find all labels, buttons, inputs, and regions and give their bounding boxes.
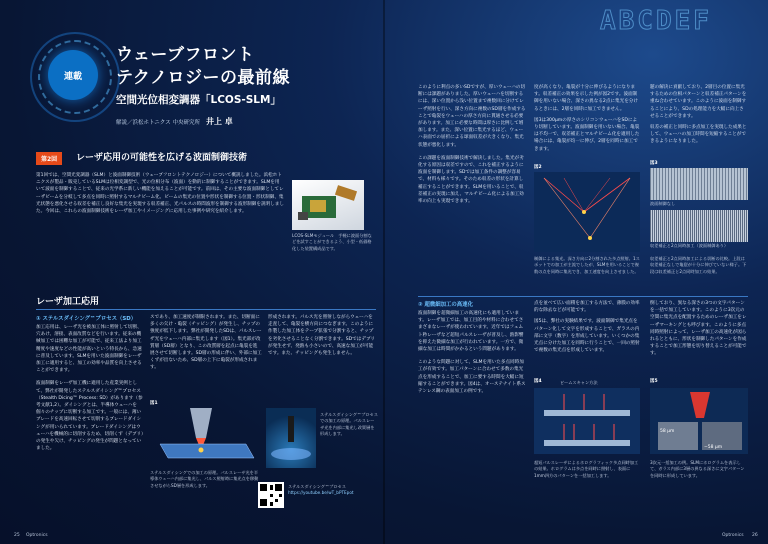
- lcos-slm-photo: [292, 180, 364, 230]
- fig1-caption2-text: ステルスダイシング™プロセスでの加工の原理。パルスレーザ光を内部に集光し改質層を形成します。: [320, 412, 378, 437]
- author-name: 井上 卓: [205, 117, 233, 126]
- fig5-dim-lower: −58 μm: [704, 445, 723, 450]
- fig3-without-control-image: [650, 168, 748, 200]
- col3-text: 形成されます。パルス光を照射しながらウェーハを走査して、亀裂を横方向につなぎます。このように作製した加工体をテープ拡張で分割すると、チップを劣化させることなく分割できます。SDではデブリが発生せず、発熱も小さいので、高速な加工が可能です。また、チッピングも発生しません。: [268, 315, 375, 357]
- right-column-6: [650, 300, 748, 372]
- heading-laser-processing: レーザ加工応用: [36, 297, 100, 307]
- fig5-caption-text: 3次元一括加工の例。SLMにホログラムを表示して、ガラス内部に3層の異なる深さに文字パターンを同時に形成しています。: [650, 460, 745, 478]
- intro-text: 第1回では、空間光変調器（SLM）と波面制御技術（ウェーブフロントテクノロジー）について概説しました。浜松ホトニクスが製品・販売しているSLMは位相変調型で、光の位相分布（波面）を動的に制御することができます。SLMを用いて波面を制御することで、従来の光学系に新しい機能を加えることが可能です。前回は、その主要な波面制御としてレーザビームを分岐して多点を同時に照射するマルチビーム化、ビームの集光の位置や形状を制御する位置・形状制御、集光状態を悪化させる収差を補正し良好な集光を実現する収差補正、光パルスの時間波形を制御する波形制御を説明しました。今回は、これらの波面制御技術をレーザ加工やイメージングに応用した事例や研究を紹介します。: [36, 173, 284, 215]
- fig5-3d-processing-diagram: [650, 388, 748, 454]
- fig3-label: 図3: [650, 161, 658, 166]
- right-column-1: [418, 84, 526, 294]
- right-col2-text: 度が高くなり、亀裂が十分に伸びるようになります。収差補正の効果を示した例が図2です。波面制御を用いない場合、深さの異なる2点に集光を分けるときには、2層を同時に加工できません。: [534, 85, 638, 112]
- subheading-stealth-dicing: ① ステルスダイシング™プロセス（SD）: [36, 316, 137, 322]
- video-qr-code[interactable]: [258, 482, 284, 508]
- fig3-caption: [650, 256, 748, 292]
- right-col2b-text: 図3は300μmの厚さのシリコンウェーハをSDにより切断しています。波面制御を用いない場合、亀裂は不均一で、収差補正とマルチビーム化を適用した場合には、亀裂が均一に伸び、2層を同時に加工できます。: [534, 117, 640, 152]
- video-url-link[interactable]: https://youtube.be/wT_bPTEpot: [288, 490, 354, 496]
- col2-text: スであり、加工速度が制限されます。また、切断面に多くの欠け・亀裂（チッピング）が発生し、チップの強度が低下します。弊社が開発したSDは、パルスレーザ光をウェーハ内部に集光します（図1）。集光部が改質層（SD層）となり、この改質層を起点に亀裂を進展させて切断します。SD層の形成に伴い、外部に加工くずが出ないため、SD層の上下に亀裂が形成されます。: [150, 315, 262, 371]
- section-tag: 第2回: [36, 152, 62, 165]
- video-caption-text: ステルスダイシング™プロセス: [288, 484, 346, 489]
- magazine-name-right: Optronics: [722, 533, 744, 538]
- series-badge: 連載: [48, 50, 98, 100]
- decorative-dot-letters: ABCDEF: [600, 6, 712, 36]
- col1-text: 加工応用は、レーザ光を被加工体に照射して切断、穴あけ、溶接、表面改質などを行います。従来の機械加工では困難な加工が可能で、従来工法より加工精度や速度などの性能が高いという特長から、急速に普及しています。SLMを用いた波面制御をレーザ加工に適用すると、加工の効率や品質を向上させることができます。: [36, 325, 142, 374]
- right-column-2: [534, 84, 640, 160]
- right-col5-text: 点を並べて広い面積を加工する方法で、薄膜の効率的な除去などが可能です。: [534, 301, 640, 314]
- author-affiliation: 解説／浜松ホトニクス 中央研究所: [116, 120, 200, 126]
- fig4-caption-text: 超短パルスレーザによるホログラフィック多点同時加工の結果。ホログラムは多点を同時に照射し、表面に1mm四方のパターンを一括加工します。: [534, 460, 639, 478]
- right-column-3: [650, 84, 748, 154]
- wafer-photo: [266, 408, 316, 468]
- fig5-label: 図5: [650, 379, 658, 384]
- fig1-stealth-dicing-diagram: [150, 408, 258, 466]
- fig2-caption: [534, 256, 640, 286]
- fig1-caption: [150, 470, 260, 510]
- fig4-sublabel: ビームスキャン方法: [560, 380, 598, 385]
- section-title: レーザ応用の可能性を広げる波面制御技術: [76, 153, 248, 163]
- fig3-caption-a: 波面制御なし: [650, 201, 676, 206]
- right-col1b-text: この課題を波面制御技術で解決しました。集光が劣化する原因は収差ですので、これを補正するように波面を制御します。SDでは加工条件の調整が容易で、材料も様々です。そのため収差の形状を計算し補正することができます。SLMを用いることで、収差補正の実現に加え、マルチビーム化による加工効率の向上も実現できます。: [418, 155, 524, 205]
- video-caption: [288, 484, 380, 508]
- fig1-caption2: [320, 412, 378, 462]
- fig3-caption-text: 収差補正と2点同時加工による切断の比較。上段は収差補正なしで亀裂が十分に伸びていない様子。下段は収差補正と2点同時加工の結果。: [650, 256, 747, 274]
- fig4-caption: [534, 460, 640, 520]
- article-subtitle: 空間光位相変調器「LCOS-SLM」: [116, 94, 281, 106]
- right-col3-text: 題の解決に貢献しており、2層目の位置に集光するための位相パターンと収差補正パターンを重ね合わせています。このように波面を制御することにより、SDの処理能力を大幅に向上させることができます。: [650, 85, 747, 119]
- section-header: [36, 150, 376, 164]
- fig2-caption-text: 制御による集光。深さ方向に2分割された多点照射。1スポットでの加工が主流でしたが、SLMを用いることで複数の点を同時に集光でき、加工速度を向上させました。: [534, 256, 640, 274]
- intro-paragraph: [36, 172, 284, 290]
- divider: [36, 309, 376, 310]
- divider-right: [418, 296, 748, 297]
- left-column-1: [36, 324, 144, 524]
- fig4-beam-scan-diagram: [534, 388, 640, 454]
- photo-caption: [292, 233, 372, 273]
- page-number-left: 25: [14, 533, 20, 538]
- article-title-line2: テクノロジーの最前線: [116, 68, 290, 88]
- right-col1-text: このように利点の多いSDですが、厚いウェーハの切断には課題がありました。厚いウェーハを切断するには、深い位置から浅い位置まで複数回に分けてレーザ照射を行い、深さ方向に複数のSD層を作成することで亀裂をウェーハの厚さ方向に貫通させる必要があります。加工に必要な時間は厚さに比例して増加します。また、深い位置に集光するほど、ウェーハ表面での屈折による球面収差が大きくなり、集光状態が悪化します。: [418, 85, 526, 148]
- right-col3b-text: 収差の補正と同時に多点加工を実現した成果として、ウェーハの加工時間を短縮することができるようになりました。: [650, 125, 747, 145]
- subheading-microprocessing: ② 超微細加工の高速化: [418, 302, 473, 308]
- right-column-4: [418, 310, 526, 528]
- slm-module-illustration: [292, 180, 364, 230]
- author-line: [116, 116, 233, 127]
- right-column-5: [534, 300, 640, 372]
- right-col5b-text: 図5は、弊社の実験結果です。波面制御で集光点をパターン化して文字を形成することで、ガラスの内部に文字（数字）を形成しています。いくつかの集光点に分けた加工を同時に行うことで、一回の照射で複数の集光点を形成しています。: [534, 319, 640, 354]
- right-col6-text: 倒しており、異なる深さの3つの文字パターンを一括で加工しています。このように3次元の空間に集光点を配置するためのレーザ加工をレーザマーキングとも呼びます。このように多点同時照射によって、レーザ加工の高速化が図られるとともに、形状を制御したパターンを作成することで加工形態を切り替えることが可能です。: [650, 301, 747, 357]
- page-gutter: [383, 0, 385, 544]
- wafer-machining-illustration: [266, 408, 316, 468]
- fig1-caption-text: ステルスダイシングでの加工の原理。パルスレーザ光を半導体ウェーハ内部に集光し、パルス照射時に集光点を移動させながらSD層を形成します。: [150, 470, 259, 488]
- qr-pattern-icon: [258, 482, 284, 508]
- left-column-2: [150, 314, 262, 394]
- fig1-label: 図1: [150, 401, 158, 406]
- article-title-line1: ウェーブフロント: [116, 45, 255, 65]
- fig2-label: 図2: [534, 165, 542, 170]
- fig5-caption: [650, 460, 748, 520]
- col1-text2: 波面制御をレーザ加工機に適用した産業実例として、弊社が開発したステルスダイシング™プロセス（Stealth Dicing™ Process: SD）があります（参考文献1,2）。ダイシングとは、半導体ウェーハを個々のチップに切断する加工です。一般には、薄いブレードを高速回転させて切削するブレードダイシングが用いられています。ブレードダイシングはウェーハを機械的に切削するため、切削くず（デブリ）の発生や欠け、チッピングの発生が問題となっていました。: [36, 381, 144, 452]
- fig2-focus-diagram: [534, 172, 640, 252]
- fig3-caption-b: 収差補正と2点同時加工（波面制御あり）: [650, 243, 729, 248]
- magazine-name-left: Optronics: [26, 533, 48, 538]
- fig3-with-control-image: [650, 210, 748, 242]
- right-col4b-text: このような問題に対して、SLMを用いた多点同時加工が有効です。加工パターンに合わせて多数の集光点を形成することで、加工に要する時間を大幅に短縮することができます。図4は、オーステナイト系ステンレス鋼の表面加工の例です。: [418, 360, 526, 395]
- fig5-dim-upper: 58 μm: [660, 429, 675, 434]
- page-number-right: 26: [752, 533, 758, 538]
- fig4-label: 図4: [534, 379, 542, 384]
- left-column-3: [268, 314, 376, 394]
- right-col4-text: 波面制御を超微細加工の高速化にも適用しています。レーザ加工では、加工目的や材料に合わせてさまざまなレーザが使われています。近年ではフェムト秒レーザなど超短パルスレーザが普及し、熱影響を抑えた微細な加工が行われています。一方で、微細な加工は時間がかかるという問題があります。: [418, 311, 524, 353]
- photo-caption-text: LCOS-SLMモジュール 手軽に波面分割などを試すことができるよう、小型・低価格化した装置構成品です。: [292, 233, 372, 251]
